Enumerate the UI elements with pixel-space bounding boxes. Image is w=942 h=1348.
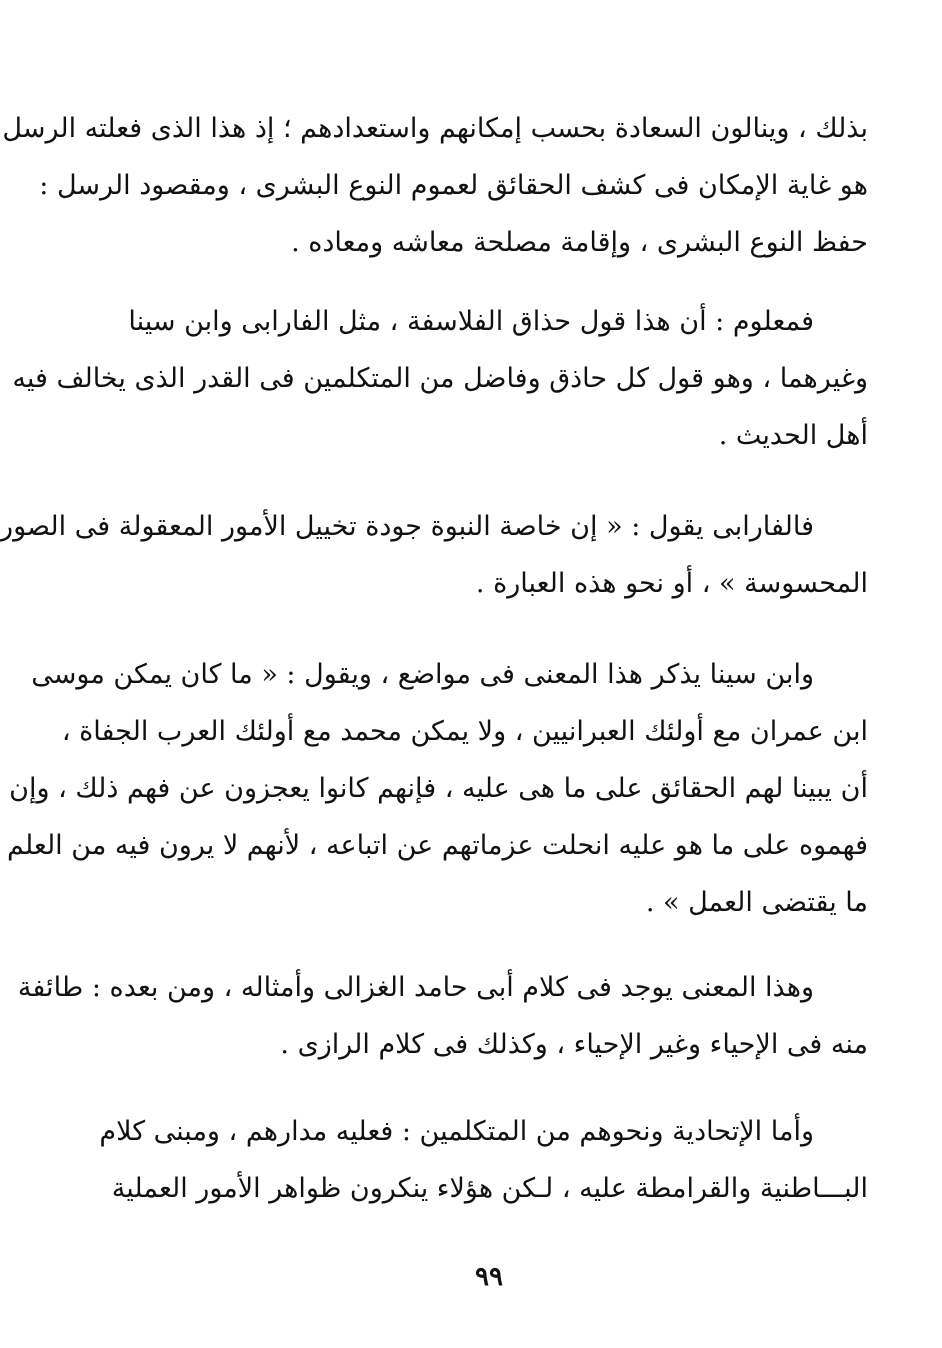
paragraph-4 (7, 646, 868, 931)
paragraph-6 (99, 1103, 868, 1217)
text-line: منه فى الإحياء وغير الإحياء ، وكذلك فى كلام الرازى . (280, 1029, 868, 1060)
text-line: المحسوسة » ، أو نحو هذه العبارة . (475, 568, 868, 599)
paragraph-5 (17, 959, 868, 1073)
paragraph-3 (0, 498, 868, 612)
text-line: أهل الحديث . (718, 420, 868, 451)
text-line: أن يبينا لهم الحقائق على ما هى عليه ، فإنهم كانوا يعجزون عن فهم ذلك ، وإن (9, 773, 868, 804)
text-line: وغيرهما ، وهو قول كل حاذق وفاضل من المتكلمين فى القدر الذى يخالف فيه (12, 363, 868, 394)
text-line: فمعلوم : أن هذا قول حذاق الفلاسفة ، مثل الفارابى وابن سينا (128, 306, 814, 337)
paragraph-1 (2, 100, 868, 271)
text-line: حفظ النوع البشرى ، وإقامة مصلحة معاشه ومعاده . (291, 227, 868, 258)
text-line: فالفارابى يقول : « إن خاصة النبوة جودة تخييل الأمور المعقولة فى الصور (0, 511, 814, 542)
paragraph-2 (12, 293, 868, 464)
text-line: وأما الإتحادية ونحوهم من المتكلمين : فعليه مدارهم ، ومبنى كلام (99, 1116, 814, 1147)
text-line: البـــاطنية والقرامطة عليه ، لـكن هؤلاء ينكرون ظواهر الأمور العملية (111, 1173, 868, 1204)
page-number: ٩٩ (475, 1262, 503, 1292)
text-line: ما يقتضى العمل » . (645, 887, 868, 918)
text-line: ابن عمران مع أولئك العبرانيين ، ولا يمكن محمد مع أولئك العرب الجفاة ، (61, 716, 868, 747)
text-line: هو غاية الإمكان فى كشف الحقائق لعموم النوع البشرى ، ومقصود الرسل : (39, 170, 868, 201)
page-body (0, 100, 868, 1217)
text-line: وابن سينا يذكر هذا المعنى فى مواضع ، ويقول : « ما كان يمكن موسى (31, 659, 814, 690)
text-line: فهموه على ما هو عليه انحلت عزماتهم عن اتباعه ، لأنهم لا يرون فيه من العلم (7, 830, 868, 861)
text-line: وهذا المعنى يوجد فى كلام أبى حامد الغزالى وأمثاله ، ومن بعده : طائفة (17, 972, 814, 1003)
text-line: بذلك ، وينالون السعادة بحسب إمكانهم واستعدادهم ؛ إذ هذا الذى فعلته الرسل (2, 113, 868, 144)
